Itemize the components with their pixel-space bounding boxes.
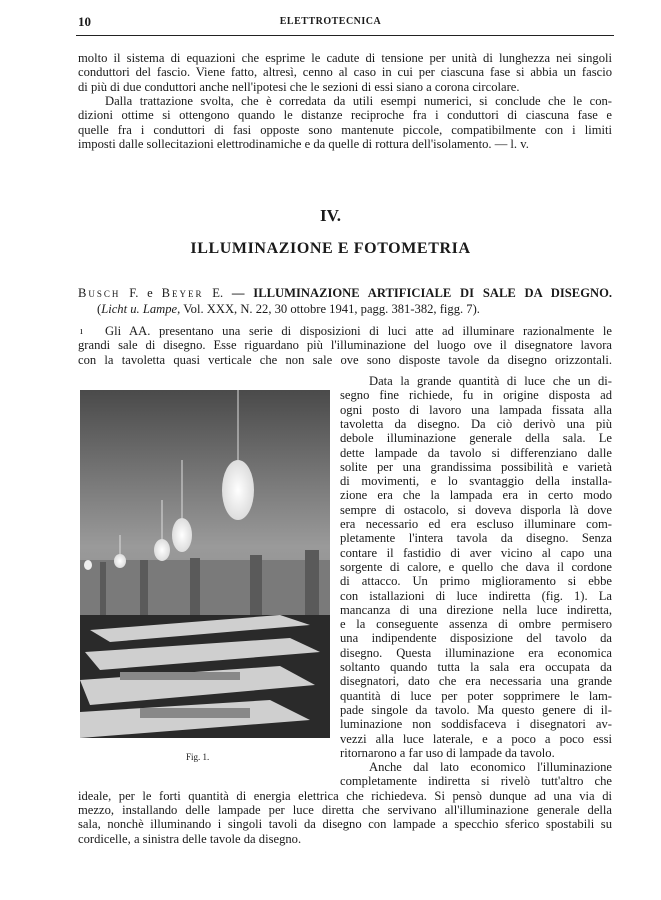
text-line: conduttori del fascio. Viene fatto, altresì, cenno al caso in cui per ciascuna fase si abbia un fascio — [78, 65, 612, 80]
text-line: segno fine richiede, fu in origine disposta ad — [340, 388, 612, 403]
article-heading — [78, 286, 612, 300]
margin-mark: ı — [80, 326, 83, 337]
text-line: di attacco. Un primo miglioramento si ebbe — [340, 574, 612, 589]
text-line: quantità di luce per poter sopprimere le lam- — [340, 688, 612, 703]
text-line: ritornarono a far uso di lampade da tavolo. — [340, 745, 555, 760]
text-line: con la tavoletta quasi verticale che non sale ove sono disposte tavole da disegno orizzontali. — [78, 352, 612, 367]
text-line: zione era che la lampada era in certo modo — [340, 488, 612, 503]
text-line: mezzo, installando delle lampade per luce diretta che servivano all'illuminazione generale della — [78, 803, 612, 817]
text-line: solite per una grandissima possibilità e varietà — [340, 459, 612, 474]
drawing-room-photo — [80, 390, 330, 738]
text-line: ogni posto di lavoro una lampada fissata alla — [340, 402, 612, 417]
text-line: tavoletta da disegno. Da ciò derivò una più — [340, 416, 612, 431]
section-title: ILLUMINAZIONE E FOTOMETRIA — [190, 240, 471, 257]
text-line: Gli AA. presentano una serie di disposizioni di luci atte ad illuminare razionalmente le — [105, 324, 612, 338]
text-line: sala, nonchè illuminando i singoli tavoli da disegno con lampade a specchio sferico spostabili su — [78, 817, 612, 832]
figure-1-photo — [80, 390, 330, 738]
text-line: pletamente l'intera tavola da disegno. Senza — [340, 531, 612, 546]
text-line: con istallazioni di luce indiretta (fig. 1). La — [340, 588, 612, 603]
text-line: molto il sistema di equazioni che esprime le cadute di tensione per unità di lunghezza nei singoli — [78, 51, 612, 65]
running-title: ELETTROTECNICA — [279, 16, 382, 27]
article-source — [97, 302, 612, 316]
article-title: ILLUMINAZIONE ARTIFICIALE DI SALE DA DISEGNO. — [253, 286, 612, 300]
section-number: IV. — [320, 206, 341, 225]
text-line: una indipendente disposizione del tavolo da — [340, 631, 612, 646]
text-line: quelle fra i conduttori di fasi opposte sono mantenute piccole, compatibilmente con i limiti — [78, 122, 612, 137]
text-line: dizioni ottime si ottengono quando le distanze reciproche fra i conduttori di ciascuna fase e — [78, 108, 612, 123]
text-line: Data la grande quantità di luce che un di- — [369, 374, 612, 388]
page-number: 10 — [78, 14, 91, 29]
text-line: soltanto quando tutta la sala era occupata da — [340, 660, 612, 674]
text-line: contare il fastidio di aver vicino al capo una — [340, 545, 612, 560]
text-line: Dalla trattazione svolta, che è corredata da utili esempi numerici, si conclude che le con- — [105, 93, 612, 108]
text-line: sorgente di calore, e quello che dava il cordone — [340, 559, 612, 574]
text-line: ideale, per le forti quantità di energia elettrica che richiedeva. Si pensò dunque ad una via di — [78, 788, 612, 803]
text-line: luminazione non soddisfaceva i disegnatori av- — [340, 717, 612, 732]
text-line: completamente indiretta si rivelò tutt'altro che — [340, 774, 612, 789]
conjunction: e — [147, 286, 153, 300]
source-journal: Licht u. Lampe — [101, 302, 178, 316]
text-line: e la conseguente assenza di ombre permisero — [340, 617, 612, 632]
text-line: cordicelle, a sinistra delle tavole da disegno. — [78, 831, 302, 846]
text-line: Anche dal lato economico l'illuminazione — [369, 760, 612, 775]
text-line: mancanza di una direzione nella luce indiretta, — [340, 602, 612, 617]
figure-caption: Fig. 1. — [186, 752, 210, 762]
author-1: Busch — [78, 286, 121, 300]
text-line: debole illuminazione generale della sala. Le — [340, 431, 612, 446]
text-line: di movimenti, e lo svantaggio della installa- — [340, 474, 612, 489]
paren: ( — [97, 302, 102, 316]
dash: — — [231, 286, 245, 300]
text-line: sempre di ostacolo, si doveva disporla là dove — [340, 502, 612, 517]
text-line: pade singole da tavolo. Ma questo genere di il- — [340, 702, 612, 717]
author-1-initial: F. — [129, 286, 139, 300]
text-line: disegnatori, dato che era necessaria una grande — [340, 674, 612, 689]
author-2: Beyer — [161, 286, 204, 300]
text-line: vezzi alla luce laterale, e a poco a poco essi — [340, 731, 612, 746]
text-line: imposti dalle sollecitazioni elettrodinamiche e da quelle di rottura dell'isolamento. — l. v. — [78, 136, 529, 151]
text-line: disegno. Questa illuminazione era economica — [340, 645, 612, 660]
text-line: dette lampade da tavolo si differenziano dalle — [340, 445, 612, 460]
source-details: , Vol. XXX, N. 22, 30 ottobre 1941, pagg. 381-382, figg. 7). — [177, 302, 480, 316]
author-2-initial: E. — [212, 286, 224, 300]
header-rule — [76, 35, 614, 36]
text-line: grandi sale di disegno. Esse riguardano più l'illuminazione del luogo ove il disegnatore lavora — [78, 338, 612, 353]
text-line: era necessario ed era escluso illuminare com- — [340, 517, 612, 531]
text-line: di più di due conduttori anche nell'ipotesi che le sezioni di essi siano a corona circolare. — [78, 79, 520, 94]
